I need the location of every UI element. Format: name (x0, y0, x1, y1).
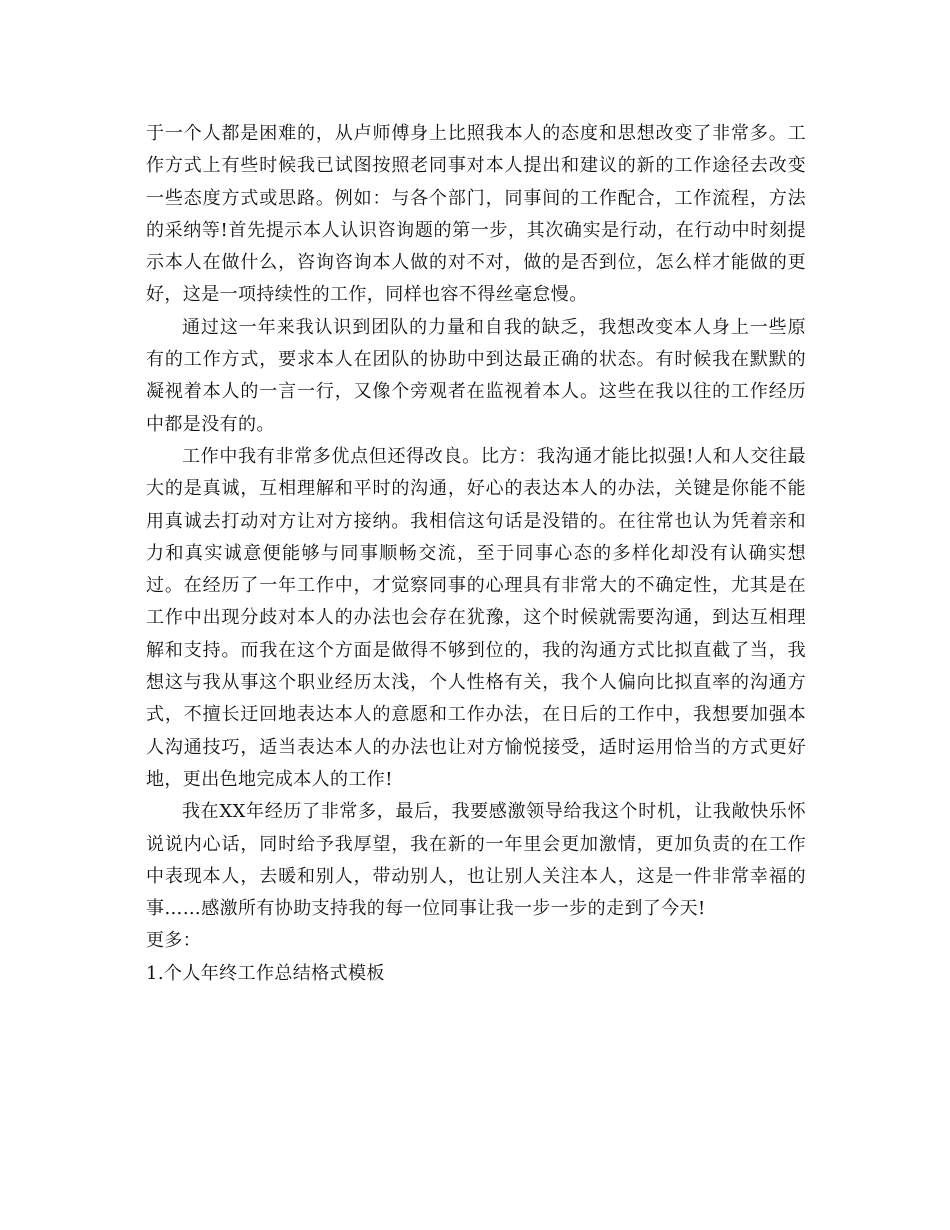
paragraph-communication: 工作中我有非常多优点但还得改良。比方：我沟通才能比拟强!人和人交往最大的是真诚，互相理解和平时的沟通，好心的表达本人的办法，关键是你能不能用真诚去打动对方让对方接纳。我相信这句话是没错的。在往常也认为凭着亲和力和真实诚意便能够与同事顺畅交流，至于同事心态的多样化却没有认确实想过。在经历了一年工作中，才觉察同事的心理具有非常大的不确定性，尤其是在工作中出现分歧对本人的办法也会存在犹豫，这个时候就需要沟通，到达互相理解和支持。而我在这个方面是做得不够到位的，我的沟通方式比拟直截了当，我想这与我从事这个职业经历太浅，个人性格有关，我个人偏向比拟直率的沟通方式，不擅长迂回地表达本人的意愿和工作办法，在日后的工作中，我想要加强本人沟通技巧，适当表达本人的办法也让对方愉悦接受，适时运用恰当的方式更好地，更出色地完成本人的工作! (146, 445, 806, 790)
document-body (146, 118, 806, 990)
paragraph-teamwork: 通过这一年来我认识到团队的力量和自我的缺乏，我想改变本人身上一些原有的工作方式，要求本人在团队的协助中到达最正确的状态。有时候我在默默的凝视着本人的一言一行，又像个旁观者在监视着本人。这些在我以往的工作经历中都是没有的。 (146, 316, 806, 435)
paragraph-gratitude: 我在XX年经历了非常多，最后，我要感激领导给我这个时机，让我敞快乐怀说说内心话，同时给予我厚望，我在新的一年里会更加激情，更加负责的在工作中表现本人，去暖和别人，带动别人，也让别人关注本人，这是一件非常幸福的事……感激所有协助支持我的每一位同事让我一步一步的走到了今天! (146, 801, 806, 920)
related-link[interactable]: 1.个人年终工作总结格式模板 (146, 962, 385, 984)
more-label: 更多： (146, 930, 202, 952)
paragraph-continuation: 于一个人都是困难的，从卢师傅身上比照我本人的态度和思想改变了非常多。工作方式上有些时候我已试图按照老同事对本人提出和建议的新的工作途径去改变一些态度方式或思路。例如：与各个部门，同事间的工作配合，工作流程，方法的采纳等!首先提示本人认识咨询题的第一步，其次确实是行动，在行动中时刻提示本人在做什么，咨询咨询本人做的对不对，做的是否到位，怎么样才能做的更好，这是一项持续性的工作，同样也容不得丝毫怠慢。 (146, 123, 806, 306)
